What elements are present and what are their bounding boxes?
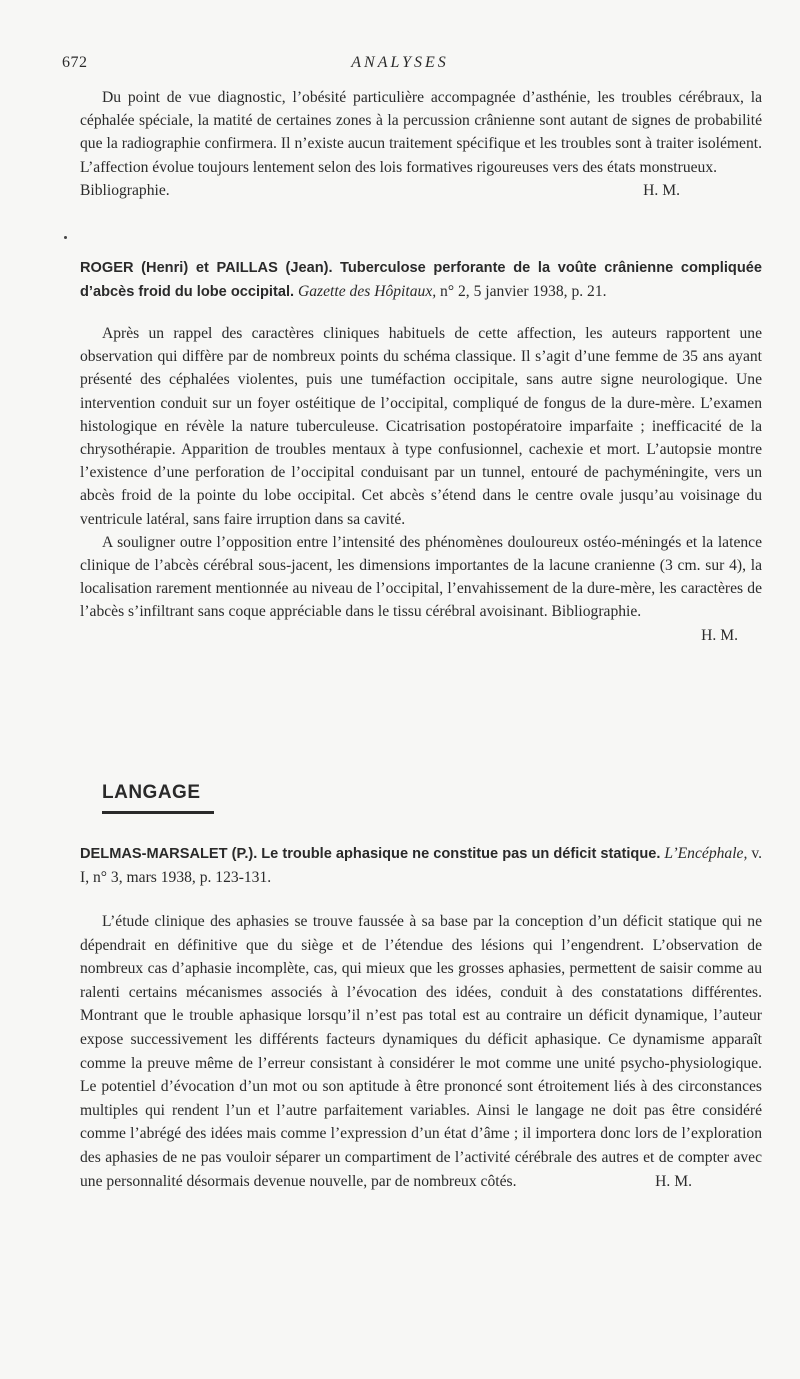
section-underline [102, 811, 214, 814]
section-heading: LANGAGE [102, 782, 201, 803]
reference-header [80, 842, 762, 890]
review-authors: ROGER (Henri) et PAILLAS (Jean). [80, 260, 333, 276]
bibliography-note: Bibliographie. [80, 181, 170, 199]
review-paragraph: Du point de vue diagnostic, l’obésité particulière accompagnée d’asthénie, les troubles cérébraux, la céphalée spéciale, la matité de certaines zones à la percussion crânienne sont autant de signes de probabilité que la radiographie confirmera. Il n’existe aucun traitement spécifique et les troubles sont à traiter isolément. L’affection évolue toujours lentement selon des lois formatives rigoureuses vers des états monstrueux. [80, 89, 762, 176]
page-header [62, 54, 738, 78]
page-number: 672 [62, 54, 88, 71]
reviewer-signature: H. M. [643, 181, 680, 199]
running-title: ANALYSES [351, 54, 449, 71]
review-delmas-marsalet [80, 842, 762, 1193]
review-roger-paillas [80, 256, 762, 647]
review-continuation [80, 86, 762, 202]
review-title: Le trouble aphasique ne constitue pas un déficit statique. [261, 846, 661, 862]
review-title: Tuberculose perforante de la voûte crânienne compliquée d’abcès froid du lobe occipital. [80, 260, 762, 300]
review-paragraph: A souligner outre l’opposition entre l’intensité des phénomènes douloureux ostéo-méningés et la latence clinique de l’abcès cérébral sous-jacent, les dimensions importantes de la lacune cranienne (3 cm. sur 4), la localisation rarement mentionnée au niveau de l’occipital, l’envahissement de la dure-mère, les caractères de l’abcès s’infiltrant sans coque appréciable dans le tissu cérébral avoisinant. Bibliographie. [80, 533, 762, 621]
margin-mark [64, 236, 67, 239]
review-footer [80, 179, 762, 202]
reviewer-signature: H. M. [655, 1173, 692, 1191]
reviewer-signature: H. M. [701, 626, 738, 644]
citation-details: v. I, n° 3, mars 1938, p. 123-131. [80, 845, 762, 886]
journal-name: L’Encéphale, [664, 845, 748, 862]
review-footer [80, 624, 762, 647]
review-paragraph: Après un rappel des caractères cliniques habituels de cette affection, les auteurs rapportent une observation qui diffère par de nombreux points du schéma classique. Il s’agit d’une femme de 35 ans ayant présenté des céphalées violentes, puis une tuméfaction occipitale, sans autre signe neurologique. Une intervention conduit sur un foyer ostéitique de l’occipital, compliqué de fongus de la dure-mère. L’examen histologique en révèle la nature tuberculeuse. Cicatrisation postopératoire imparfaite ; inefficacité de la chrysothérapie. Apparition de troubles mentaux à type confusionnel, cachexie et mort. L’autopsie montre l’existence d’une perforation de l’occipital conduisant par un tunnel, entouré de pachyméningite, vers un abcès froid de la pointe du lobe occipital. Cet abcès s’étend dans le centre ovale jusqu’au voisinage du ventricule latéral, sans faire irruption dans sa cavité. [80, 325, 762, 528]
review-paragraph: L’étude clinique des aphasies se trouve faussée à sa base par la conception d’un déficit statique qui ne dépendrait en définitive que du siège et de l’étendue des lésions qui l’engendrent. L’observation de nombreux cas d’aphasie incomplète, cas, qui mieux que les grosses aphasies, permettent de saisir comme au ralenti certains mécanismes associés à l’évocation des idées, conduit à des constatations différentes. Montrant que le trouble aphasique lorsqu’il n’est pas total est au contraire un déficit dynamique, l’auteur expose successivement les différents facteurs dynamiques du déficit aphasique. Ce dynamisme apparaît comme la preuve même de l’erreur consistant à considérer le mot comme une unité psycho-physiologique. Le potentiel d’évocation d’un mot ou son aptitude à être prononcé sont étroitement liés à des circonstances multiples qui rendent l’un et l’autre parfaitement variables. Ainsi le langage ne doit pas être considéré comme l’abrégé des idées mais comme l’expression d’un état d’âme ; il importera donc lors de l’exploration des aphasies de ne pas vouloir séparer un compartiment de l’activité cérébrale des autres et de compter avec une personnalité désormais devenue nouvelle, par de nombreux côtés. [80, 913, 762, 1190]
review-authors: DELMAS-MARSALET (P.). [80, 846, 258, 862]
citation-details: n° 2, 5 janvier 1938, p. 21. [440, 283, 607, 300]
reference-header [80, 256, 762, 304]
journal-name: Gazette des Hôpitaux, [297, 283, 437, 300]
